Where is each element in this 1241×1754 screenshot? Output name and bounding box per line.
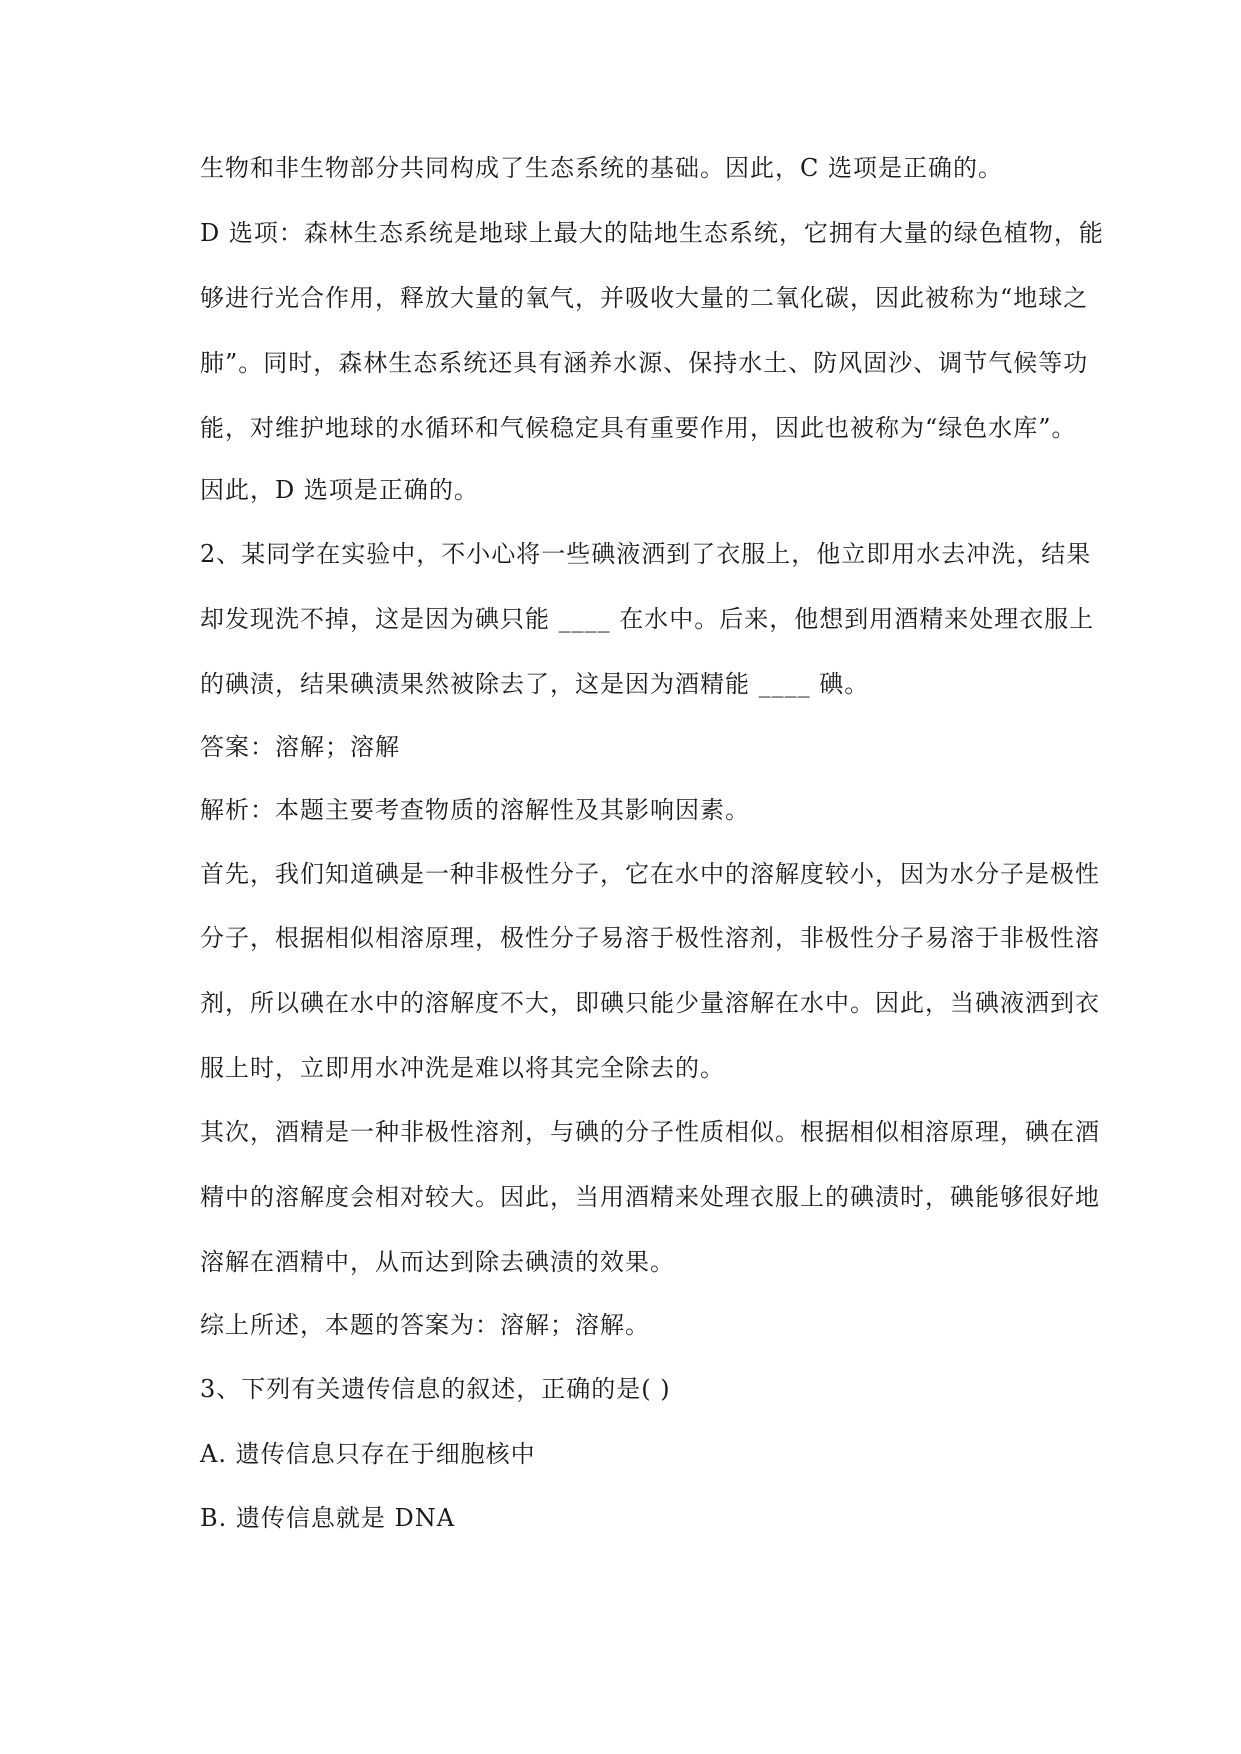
text-line: 首先，我们知道碘是一种非极性分子，它在水中的溶解度较小，因为水分子是极性 [200, 860, 1100, 888]
text-line: 分子，根据相似相溶原理，极性分子易溶于极性溶剂，非极性分子易溶于非极性溶 [200, 924, 1100, 952]
option-b-line: B. 遗传信息就是 DNA [200, 1504, 456, 1532]
text-line: 肺”。同时，森林生态系统还具有涵养水源、保持水土、防风固沙、调节气候等功 [200, 349, 1089, 377]
text-line: 剂，所以碘在水中的溶解度不大，即碘只能少量溶解在水中。因此，当碘液洒到衣 [200, 989, 1100, 1017]
text-line: 能，对维护地球的水循环和气候稳定具有重要作用，因此也被称为“绿色水库”。 [200, 414, 1077, 442]
text-line: 精中的溶解度会相对较大。因此，当用酒精来处理衣服上的碘渍时，碘能够很好地 [200, 1183, 1100, 1211]
text-line: 其次，酒精是一种非极性溶剂，与碘的分子性质相似。根据相似相溶原理，碘在酒 [200, 1118, 1100, 1146]
summary-line: 综上所述，本题的答案为：溶解；溶解。 [200, 1311, 650, 1339]
question-2-line: 却发现洗不掉，这是因为碘只能 ____ 在水中。后来，他想到用酒精来处理衣服上 [200, 605, 1095, 633]
text-line: 溶解在酒精中，从而达到除去碘渍的效果。 [200, 1248, 675, 1276]
text-line: 生物和非生物部分共同构成了生态系统的基础。因此，C 选项是正确的。 [200, 154, 1003, 182]
text-line: 服上时，立即用水冲洗是难以将其完全除去的。 [200, 1054, 725, 1082]
text-line: 因此，D 选项是正确的。 [200, 476, 479, 504]
text-line: 够进行光合作用，释放大量的氧气，并吸收大量的二氧化碳，因此被称为“地球之 [200, 284, 1089, 312]
answer-line: 答案：溶解；溶解 [200, 733, 400, 761]
question-2-line: 2、某同学在实验中，不小心将一些碘液洒到了衣服上，他立即用水去冲洗，结果 [200, 540, 1092, 568]
question-3-line: 3、下列有关遗传信息的叙述，正确的是( ) [200, 1375, 671, 1403]
question-2-line: 的碘渍，结果碘渍果然被除去了，这是因为酒精能 ____ 碘。 [200, 670, 870, 698]
text-line: D 选项：森林生态系统是地球上最大的陆地生态系统，它拥有大量的绿色植物，能 [200, 219, 1104, 247]
option-a-line: A. 遗传信息只存在于细胞核中 [200, 1440, 536, 1468]
analysis-line: 解析：本题主要考查物质的溶解性及其影响因素。 [200, 796, 750, 824]
